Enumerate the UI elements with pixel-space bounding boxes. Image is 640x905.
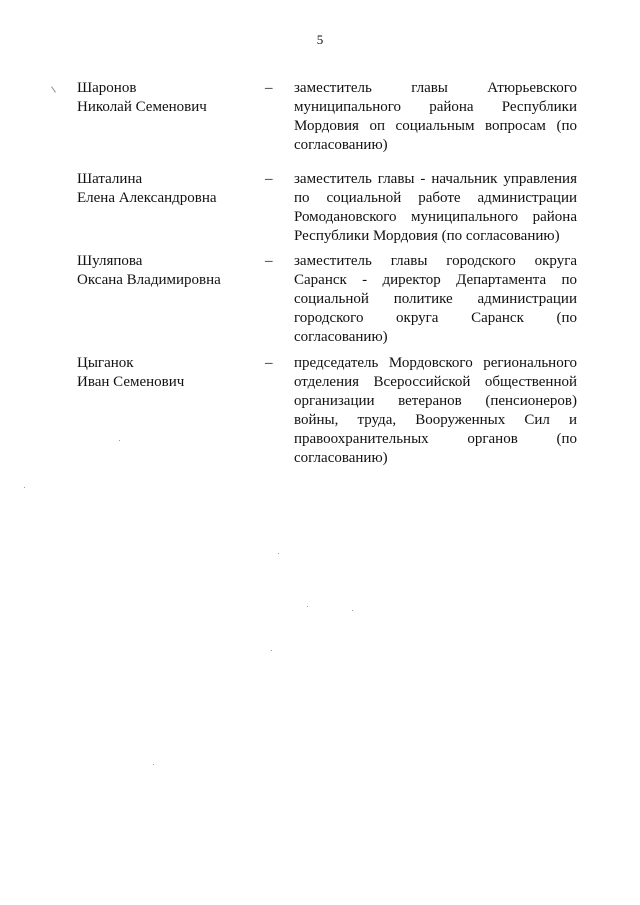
person-position: заместитель главы Атюрьевского муниципального района Республики Мордовия оп социальным вопросам (по согласованию) <box>294 80 577 153</box>
person-given-names: Елена Александровна <box>77 190 217 206</box>
page-number: 5 <box>316 32 324 47</box>
person-surname: Шаронов <box>77 80 137 96</box>
person-position: заместитель главы - начальник управления по социальной работе администрации Ромодановского муниципального района Республики Мордовия (по согласованию) <box>294 171 577 244</box>
scan-speck <box>24 487 25 488</box>
person-name <box>77 79 257 117</box>
scan-speck <box>153 764 154 765</box>
scan-speck <box>352 610 353 611</box>
person-surname: Шаталина <box>77 171 143 187</box>
person-position: заместитель главы городского округа Саранск - директор Департамента по социальной политике администрации городского округа Саранск (по согласованию) <box>294 253 577 345</box>
person-name <box>77 354 257 392</box>
person-given-names: Оксана Владимировна <box>77 272 221 288</box>
scan-speck <box>271 650 272 651</box>
scan-speck <box>307 606 308 607</box>
dash-separator: – <box>265 171 273 187</box>
dash-separator: – <box>265 355 273 371</box>
scan-speck <box>119 440 120 441</box>
person-given-names: Николай Семенович <box>77 99 207 115</box>
person-name <box>77 170 257 208</box>
person-given-names: Иван Семенович <box>77 374 185 390</box>
person-surname: Цыганок <box>77 355 134 371</box>
person-surname: Шуляпова <box>77 253 143 269</box>
person-position: председатель Мордовского регионального отделения Всероссийской общественной организации ветеранов (пенсионеров) войны, труда, Вооруженных Сил и правоохранительных органов (по согласованию) <box>294 355 577 466</box>
scan-speck <box>278 553 279 554</box>
scan-mark <box>51 86 56 92</box>
person-name <box>77 252 257 290</box>
dash-separator: – <box>265 80 273 96</box>
dash-separator: – <box>265 253 273 269</box>
